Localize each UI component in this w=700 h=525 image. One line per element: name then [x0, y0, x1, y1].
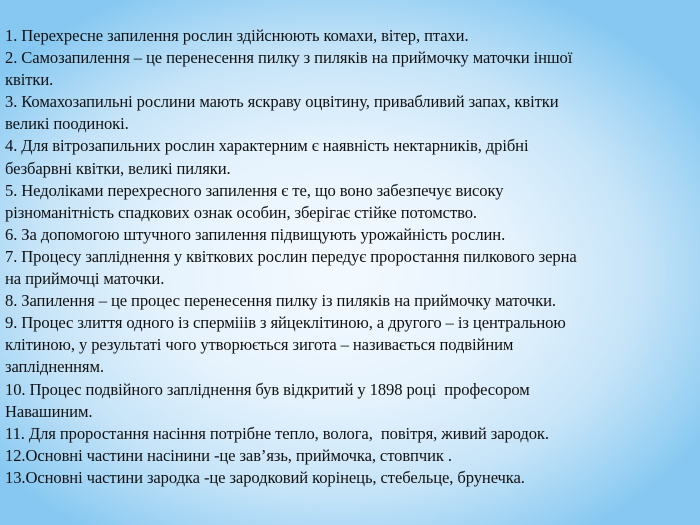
statement-1 [5, 25, 695, 47]
statement-line: Навашиним. [5, 401, 93, 421]
statement-10 [5, 379, 695, 423]
statement-line: 12.Основні частини насінини -це зав’язь, приймочка, стовпчик . [5, 445, 452, 465]
statement-2 [5, 47, 695, 91]
statement-9 [5, 312, 695, 378]
statement-11 [5, 423, 695, 445]
statement-line: 7. Процесу запліднення у квіткових рослин передує проростання пилкового зерна [5, 246, 577, 266]
statement-line: 2. Самозапилення – це перенесення пилку з пиляків на приймочку маточки іншої [5, 48, 573, 68]
statement-line: 8. Запилення – це процес перенесення пилку із пиляків на приймочку маточки. [5, 291, 556, 311]
statement-line: 3. Комахозапильні рослини мають яскраву оцвітину, привабливий запах, квітки [5, 92, 559, 112]
statement-line: 13.Основні частини зародка -це зародковий корінець, стебельце, брунечка. [5, 467, 525, 487]
statement-line: 5. Недоліками перехресного запилення є те, що воно забезпечує високу [5, 180, 504, 200]
statement-4 [5, 135, 695, 179]
statement-line: на приймочці маточки. [5, 269, 165, 289]
statement-6 [5, 224, 695, 246]
statement-line: різноманітність спадкових ознак особин, зберігає стійке потомство. [5, 202, 477, 222]
statement-line: безбарвні квітки, великі пиляки. [5, 158, 231, 178]
statement-13 [5, 467, 695, 489]
statement-line: 1. Перехресне запилення рослин здійснюють комахи, вітер, птахи. [5, 26, 469, 45]
statement-12 [5, 445, 695, 467]
statement-line: 6. За допомогою штучного запилення підвищують урожайність рослин. [5, 224, 506, 244]
statement-line: 4. Для вітрозапильних рослин характерним є наявність нектарників, дрібні [5, 136, 529, 156]
statement-line: 9. Процес злиття одного із спермііів з яйцеклітиною, а другого – із центральною [5, 313, 566, 333]
statement-line: заплідненням. [5, 357, 104, 377]
statements-list [5, 25, 695, 489]
statement-line: великі поодинокі. [5, 114, 129, 134]
statement-line: квітки. [5, 70, 54, 90]
statement-line: клітиною, у результаті чого утворюється зигота – називається подвійним [5, 335, 514, 355]
statement-3 [5, 91, 695, 135]
statement-line: 11. Для проростання насіння потрібне тепло, волога, повітря, живий зародок. [5, 423, 549, 443]
statement-8 [5, 290, 695, 312]
statement-line: 10. Процес подвійного запліднення був відкритий у 1898 році професором [5, 379, 530, 399]
statement-7 [5, 246, 695, 290]
statement-5 [5, 180, 695, 224]
